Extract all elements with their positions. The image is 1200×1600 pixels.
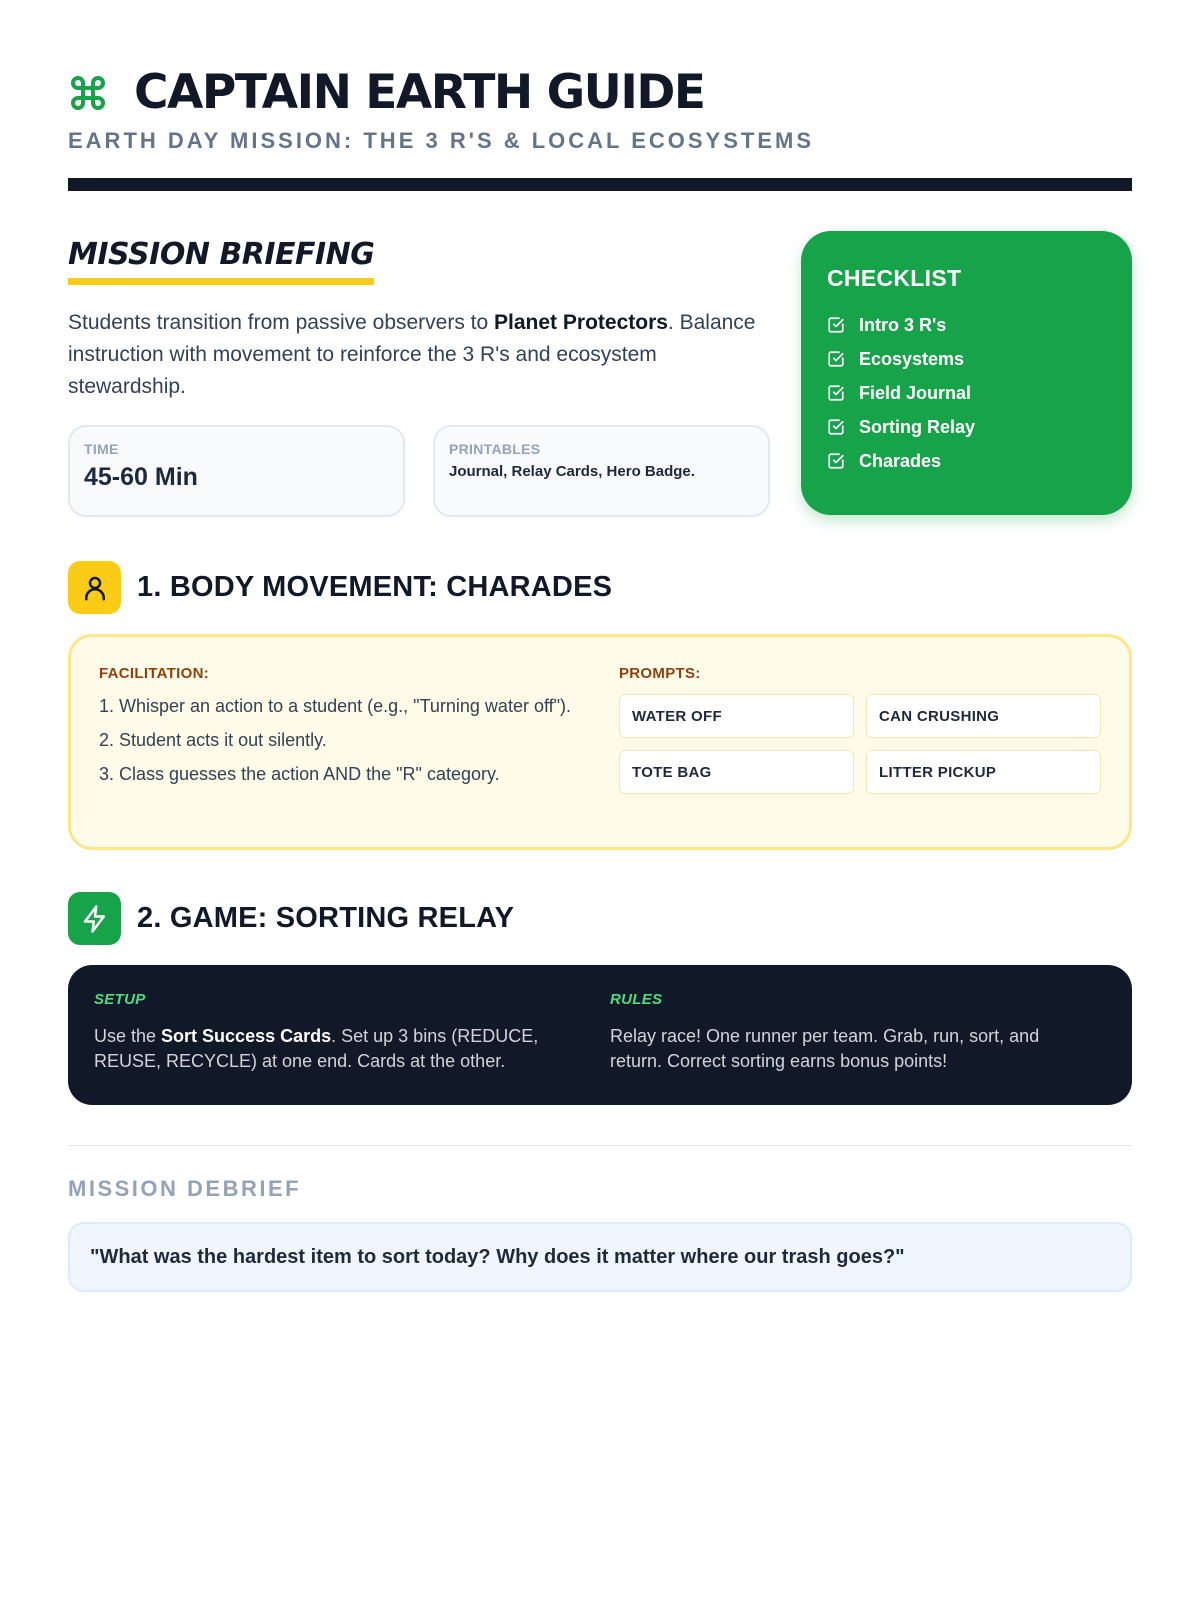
checklist-item-label: Intro 3 R's xyxy=(859,314,947,335)
prompt-chip: TOTE BAG xyxy=(619,750,854,794)
rules-text: Relay race! One runner per team. Grab, run, sort, and return. Correct sorting earns bonus points! xyxy=(610,1026,1040,1071)
printables-value: Journal, Relay Cards, Hero Badge. xyxy=(449,463,695,480)
debrief-question: "What was the hardest item to sort today? Why does it matter where our trash goes?" xyxy=(68,1222,1132,1292)
setup-label: SETUP xyxy=(94,991,146,1008)
relay-section xyxy=(68,892,1132,1105)
checklist-title: CHECKLIST xyxy=(827,265,962,291)
time-value: 45-60 Min xyxy=(84,463,198,491)
header-divider xyxy=(68,178,1132,191)
checklist-item xyxy=(827,376,1106,410)
mission-briefing xyxy=(68,231,1132,517)
page-title: CAPTAIN EARTH GUIDE xyxy=(134,65,705,120)
prompt-chip: LITTER PICKUP xyxy=(866,750,1101,794)
checklist-item xyxy=(827,342,1106,376)
briefing-text-end: . Balance instruction with movement to reinforce the 3 R's and ecosystem stewardship. xyxy=(68,311,756,398)
relay-rules xyxy=(610,991,1086,1079)
info-cards xyxy=(68,425,773,517)
debrief-label: MISSION DEBRIEF xyxy=(68,1176,302,1201)
charades-title: 1. BODY MOVEMENT: CHARADES xyxy=(137,571,613,603)
rules-label: RULES xyxy=(610,991,663,1008)
setup-text-bold: Sort Success Cards xyxy=(161,1026,332,1046)
charades-heading xyxy=(68,561,1132,614)
person-icon xyxy=(80,573,110,603)
printables-card xyxy=(433,425,770,517)
checklist-item-label: Field Journal xyxy=(859,382,972,403)
checklist-item-label: Charades xyxy=(859,450,942,471)
briefing-title: MISSION BRIEFING xyxy=(68,237,374,285)
facilitation-step: 2. Student acts it out silently. xyxy=(99,730,327,750)
checklist-item-label: Ecosystems xyxy=(859,348,965,369)
facilitation-step: 1. Whisper an action to a student (e.g., "Turning water off"). xyxy=(99,696,572,716)
facilitation-step: 3. Class guesses the action AND the "R" category. xyxy=(99,764,500,784)
time-card xyxy=(68,425,405,517)
prompts-label: PROMPTS: xyxy=(619,665,701,682)
header xyxy=(68,0,1132,191)
prompt-chip: CAN CRUSHING xyxy=(866,694,1101,738)
briefing-text-bold: Planet Protectors xyxy=(494,311,668,334)
page-subtitle: EARTH DAY MISSION: THE 3 R'S & LOCAL ECOSYSTEMS xyxy=(68,128,815,153)
setup-text-end: . Set up 3 bins (REDUCE, REUSE, RECYCLE) at one end. Cards at the other. xyxy=(94,1026,539,1071)
checkbox-checked-icon xyxy=(827,452,845,470)
relay-heading xyxy=(68,892,1132,945)
relay-title: 2. GAME: SORTING RELAY xyxy=(137,902,515,934)
checklist-item xyxy=(827,410,1106,444)
relay-setup xyxy=(94,991,570,1079)
relay-card xyxy=(68,965,1132,1105)
lightning-badge xyxy=(68,892,121,945)
briefing-content xyxy=(68,231,773,517)
checklist-item xyxy=(827,308,1106,342)
prompt-grid xyxy=(619,694,1101,794)
checkbox-checked-icon xyxy=(827,418,845,436)
debrief-divider xyxy=(68,1145,1132,1146)
prompt-chip: WATER OFF xyxy=(619,694,854,738)
prompts xyxy=(619,665,1101,819)
facilitation xyxy=(99,665,579,819)
command-icon xyxy=(68,73,108,113)
checkbox-checked-icon xyxy=(827,350,845,368)
title-row xyxy=(68,66,1132,120)
setup-text xyxy=(94,1024,570,1074)
checkbox-checked-icon xyxy=(827,316,845,334)
charades-card xyxy=(68,634,1132,850)
charades-section xyxy=(68,561,1132,850)
lightning-icon xyxy=(80,904,110,934)
facilitation-steps xyxy=(99,692,579,788)
person-badge xyxy=(68,561,121,614)
setup-text-start: Use the xyxy=(94,1026,162,1046)
printables-label: PRINTABLES xyxy=(449,441,541,457)
briefing-text-start: Students transition from passive observers to xyxy=(68,311,495,334)
time-label: TIME xyxy=(84,441,119,457)
checklist-item-label: Sorting Relay xyxy=(859,416,976,437)
checklist-item xyxy=(827,444,1106,478)
checklist-card xyxy=(801,231,1132,515)
checkbox-checked-icon xyxy=(827,384,845,402)
briefing-text xyxy=(68,307,773,403)
checklist-items xyxy=(827,308,1106,478)
facilitation-label: FACILITATION: xyxy=(99,665,209,682)
